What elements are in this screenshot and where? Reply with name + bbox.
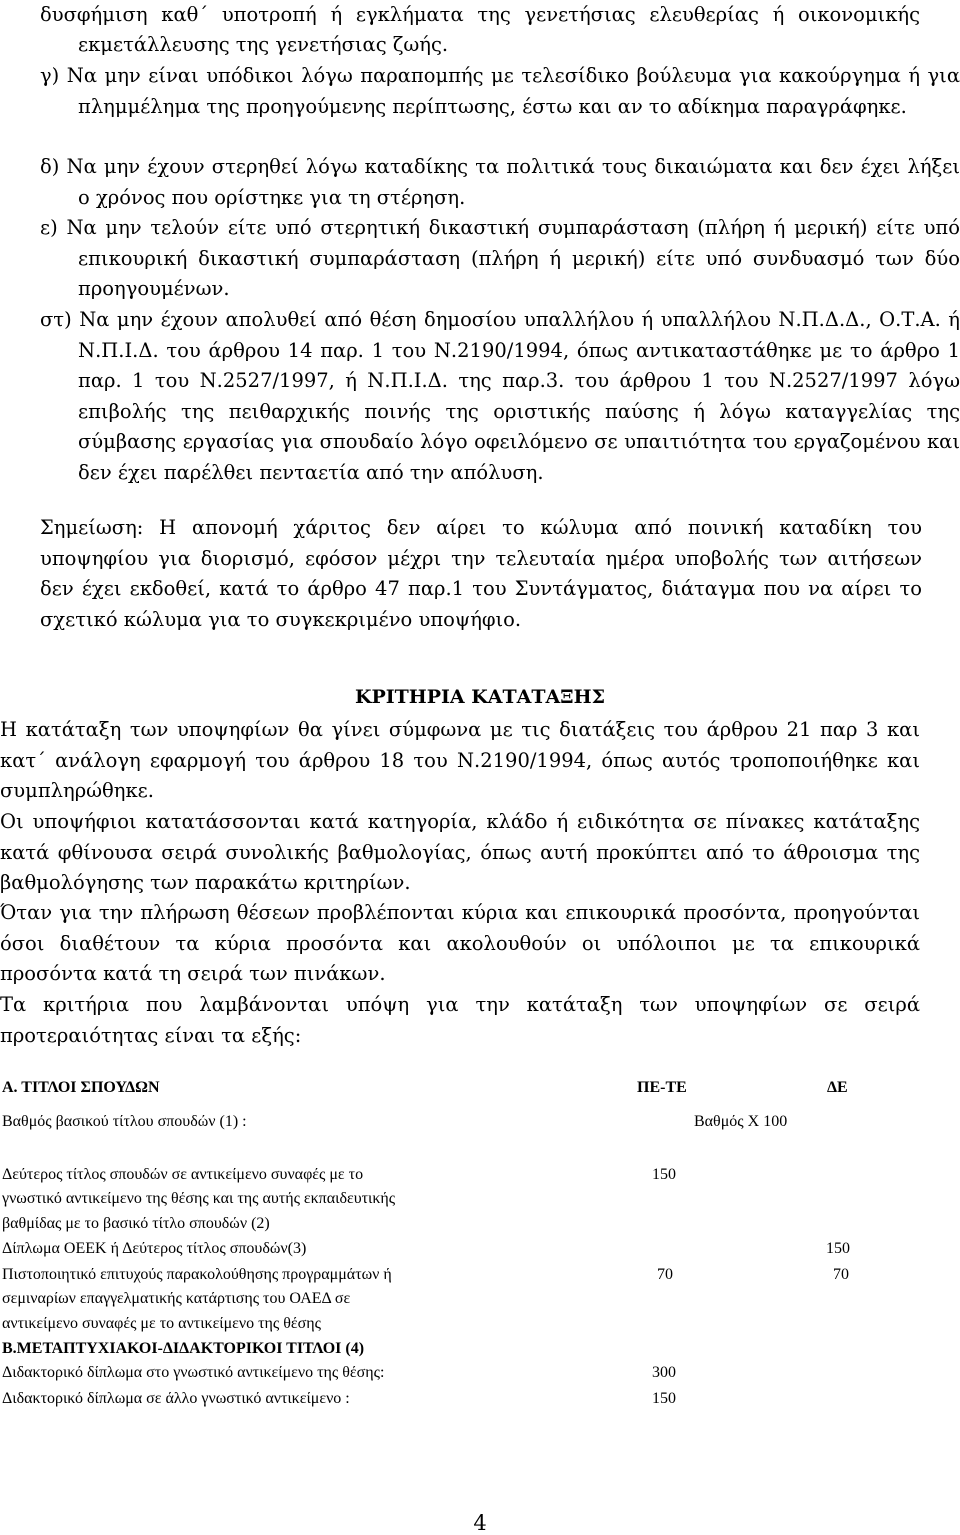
list-item-c: γ) Να μην είναι υπόδικοι λόγω παραπομπής με τελεσίδικο βούλευμα για κακούργημα ή για πλημμέλημα της προηγούμενης περίπτωσης, έστω και αν το αδίκημα παραγράφηκε.	[40, 64, 960, 118]
list-item-st: στ) Να μην έχουν απολυθεί από θέση δημοσίου υπαλλήλου ή υπαλλήλου Ν.Π.Δ.Δ., Ο.Τ.Α. ή Ν.Π.Ι.Δ. του άρθρου 14 παρ. 1 του Ν.2190/1994, όπως αντικαταστάθηκε με το άρθρο 1 παρ. 1 του Ν.2527/1997, ή Ν.Π.Ι.Δ. της παρ.3. του άρθρου 1 του Ν.2527/1997 λόγω επιβολής της πειθαρχικής ποινής της οριστικής παύσης ή λόγω καταγγελίας της σύμβασης εργασίας για σπουδαίο λόγο οφειλόμενο σε υπαιτιότητα του εργαζομένου και δεν έχει παρέλθει πενταετία από την απόλυση.	[40, 308, 960, 484]
column-header-pe-te: ΠΕ-ΤΕ	[637, 1079, 687, 1096]
row-certificate-line1: Πιστοποιητικό επιτυχούς παρακολούθησης προγραμμάτων ή	[2, 1266, 392, 1283]
section-a-title: Α. ΤΙΤΛΟΙ ΣΠΟΥΔΩΝ	[2, 1079, 160, 1096]
note-paragraph: Σημείωση: Η απονομή χάριτος δεν αίρει το κώλυμα από ποινική καταδίκη του υποψηφίου για διορισμό, εφόσον μέχρι την τελευταία ημέρα υποβολής των αιτήσεων δεν έχει εκδοθεί, κατά το άρθρο 47 παρ.1 του Συντάγματος, διάταγμα που να αίρει το σχετικό κώλυμα για το συγκεκριμένο υποψήφιο.	[40, 516, 922, 631]
criteria-paragraph-1: Η κατάταξη των υποψηφίων θα γίνει σύμφωνα με τις διατάξεις του άρθρου 21 παρ 3 και κατ΄ ανάλογη εφαρμογή του άρθρου 18 του Ν.2190/1994, όπως αυτός τροποποιήθηκε και συμπληρώθηκε.	[0, 718, 920, 803]
criteria-paragraph-4: Τα κριτήρια που λαμβάνονται υπόψη για την κατάταξη των υποψηφίων σε σειρά προτεραιότητας είναι τα εξής:	[0, 993, 920, 1047]
column-header-de: ΔΕ	[827, 1079, 848, 1096]
list-item-d: δ) Να μην έχουν στερηθεί λόγω καταδίκης τα πολιτικά τους δικαιώματα και δεν έχει λήξει ο χρόνος που ορίστηκε για τη στέρηση.	[40, 155, 960, 209]
criteria-paragraph-3: Όταν για την πλήρωση θέσεων προβλέπονται κύρια και επικουρικά προσόντα, προηγούνται όσοι διαθέτουν τα κύρια προσόντα και ακολουθούν οι υπόλοιποι με τα επικουρικά προσόντα κατά τη σειρά των πινάκων.	[0, 901, 920, 986]
row-phd-same-label: Διδακτορικό δίπλωμα στο γνωστικό αντικείμενο της θέσης:	[2, 1364, 385, 1381]
row-second-degree-line1: Δεύτερος τίτλος σπουδών σε αντικείμενο συναφές με το	[2, 1166, 364, 1183]
page-number: 4	[473, 1511, 487, 1535]
row-oeek-de: 150	[826, 1240, 850, 1257]
row-basic-degree-value: Βαθμός Χ 100	[694, 1113, 788, 1130]
row-second-degree-pe-te: 150	[652, 1166, 676, 1183]
row-second-degree-line3: βαθμίδας με το βασικό τίτλο σπουδών (2)	[2, 1215, 270, 1232]
row-second-degree-line2: γνωστικό αντικείμενο της θέσης και της αυτής εκπαιδευτικής	[2, 1190, 396, 1207]
row-certificate-line2: σεμιναρίων επαγγελματικής κατάρτισης του ΟΑΕΔ σε	[2, 1290, 351, 1307]
row-phd-other-value: 150	[652, 1390, 676, 1407]
row-basic-degree-label: Βαθμός βασικού τίτλου σπουδών (1) :	[2, 1113, 247, 1130]
criteria-paragraph-2: Οι υποψήφιοι κατατάσσονται κατά κατηγορία, κλάδο ή ειδικότητα σε πίνακες κατάταξης κατά φθίνουσα σειρά συνολικής βαθμολογίας, όπως αυτή προκύπτει από το άθροισμα της βαθμολόγησης των παρακάτω κριτηρίων.	[0, 810, 920, 895]
list-item-b-tail-line1: δυσφήμιση καθ΄ υποτροπή ή εγκλήματα της γενετήσιας ελευθερίας ή οικονομικής	[40, 3, 920, 26]
list-item-b-tail-line2: εκμετάλλευσης της γενετήσιας ζωής.	[78, 33, 449, 56]
section-b-title: Β.ΜΕΤΑΠΤΥΧΙΑΚΟΙ-ΔΙΔΑΚΤΟΡΙΚΟΙ ΤΙΤΛΟΙ (4)	[2, 1340, 365, 1357]
row-phd-other-label: Διδακτορικό δίπλωμα σε άλλο γνωστικό αντικείμενο :	[2, 1390, 350, 1407]
row-certificate-pe-te: 70	[657, 1266, 673, 1283]
row-oeek-label: Δίπλωμα ΟΕΕΚ ή Δεύτερος τίτλος σπουδών(3)	[2, 1240, 307, 1257]
row-certificate-de: 70	[833, 1266, 849, 1283]
row-certificate-line3: αντικείμενο συναφές με το αντικείμενο της θέσης	[2, 1315, 321, 1332]
list-item-e: ε) Να μην τελούν είτε υπό στερητική δικαστική συμπαράσταση (πλήρη ή μερική) είτε υπό επικουρική δικαστική συμπαράσταση (πλήρη ή μερική) είτε υπό συνδυασμό των δύο προηγουμένων.	[40, 216, 960, 301]
row-phd-same-value: 300	[652, 1364, 676, 1381]
section-heading: ΚΡΙΤΗΡΙΑ ΚΑΤΑΤΑΞΗΣ	[354, 686, 606, 708]
